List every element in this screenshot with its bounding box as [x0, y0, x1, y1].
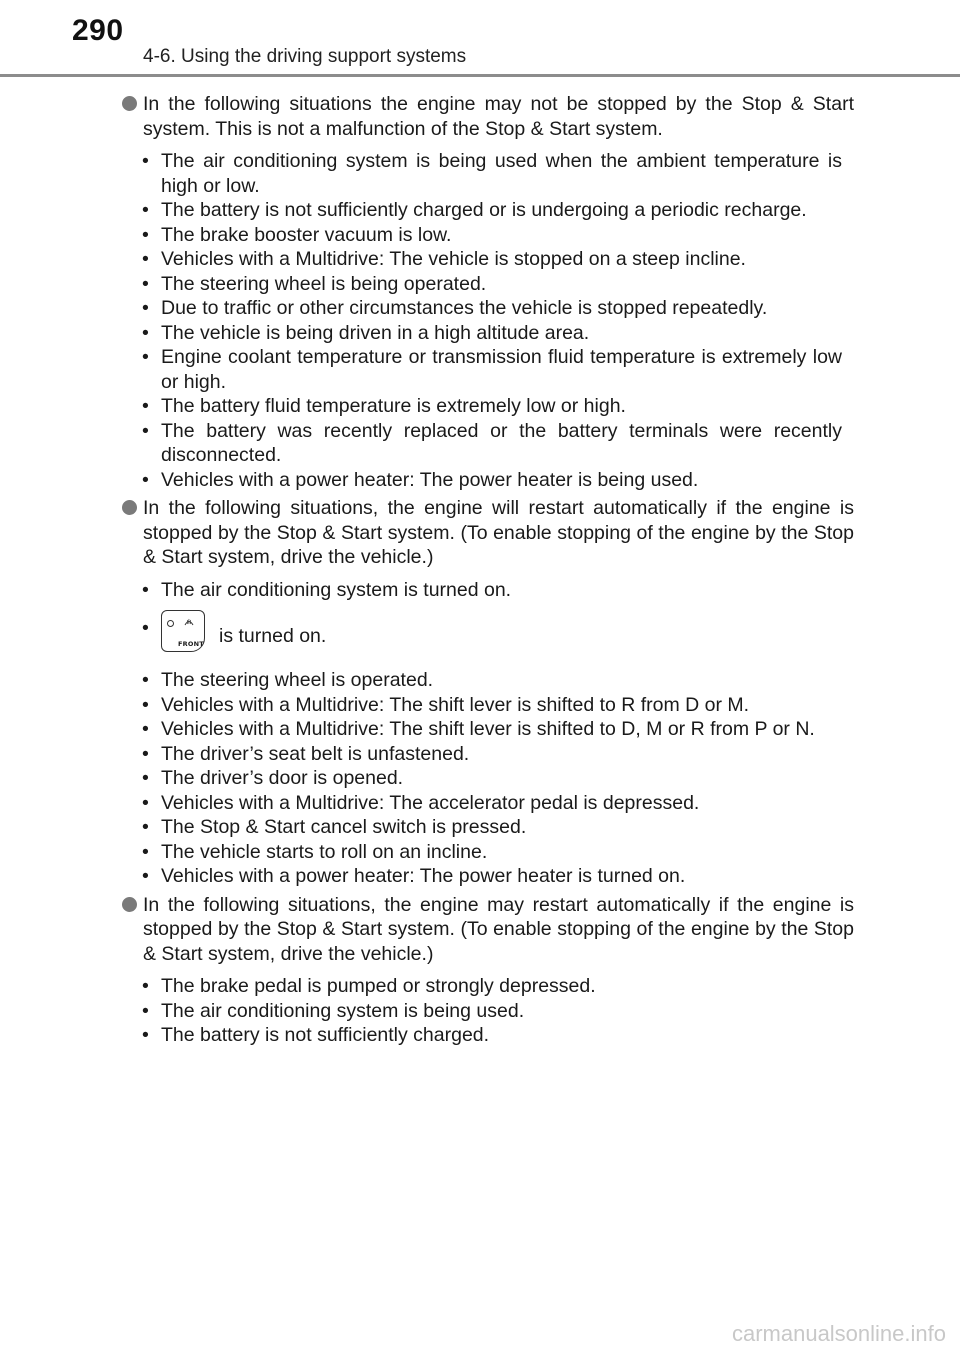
section-lead-text: In the following situations the engine may not be stopped by the Stop & Start system. This is not a malfunction of the Stop & Start system.: [143, 93, 854, 140]
list-item: • The vehicle starts to roll on an incline.: [142, 840, 488, 863]
condition-list: [122, 578, 854, 889]
condition-list: [122, 974, 854, 1048]
list-item: • The air conditioning system is turned on.: [142, 578, 512, 601]
list-item: • The brake pedal is pumped or strongly depressed.: [142, 975, 596, 997]
list-item: • The air conditioning system is being used.: [142, 999, 525, 1022]
header-divider: [0, 74, 960, 77]
list-item: • The steering wheel is operated.: [142, 669, 434, 691]
bullet-dot-icon: [122, 500, 137, 515]
bullet-dot-icon: [122, 897, 137, 912]
list-item: • The battery was recently replaced or the battery terminals were recently disconnected.: [142, 419, 842, 466]
defogger-symbol-icon: [184, 617, 194, 627]
list-item: • Vehicles with a Multidrive: The shift lever is shifted to D, M or R from P or N.: [142, 718, 815, 740]
section-engine-may-restart: [122, 893, 854, 1048]
page-content: [122, 92, 854, 1052]
list-item: • Vehicles with a Multidrive: The vehicle is stopped on a steep incline.: [142, 248, 746, 270]
section-lead-text: In the following situations, the engine may restart automatically if the engine is stopped by the Stop & Start system. (To enable stopping of the engine by the Stop & Start system, drive the vehicle.): [143, 893, 854, 965]
list-item: • Vehicles with a power heater: The power heater is turned on.: [142, 865, 686, 887]
section-engine-will-restart: [122, 496, 854, 889]
list-item: • The driver’s door is opened.: [142, 767, 404, 789]
section-title: 4-6. Using the driving support systems: [143, 46, 467, 67]
page-header: [0, 0, 960, 80]
section-engine-not-stopped: [122, 92, 854, 492]
list-item: • The Stop & Start cancel switch is pressed.: [142, 816, 527, 838]
list-item: • Due to traffic or other circumstances the vehicle is stopped repeatedly.: [142, 297, 768, 319]
list-item: • The battery is not sufficiently charged or is undergoing a periodic recharge.: [142, 199, 807, 221]
icon-label: FRONT: [178, 640, 204, 648]
page-number: 290: [72, 14, 124, 47]
list-item: • The air conditioning system is being used when the ambient temperature is high or low.: [142, 150, 842, 197]
section-lead: [122, 92, 854, 141]
list-item: • The battery fluid temperature is extremely low or high.: [142, 395, 626, 417]
section-lead-text: In the following situations, the engine will restart automatically if the engine is stopped by the Stop & Start system. (To enable stopping of the engine by the Stop & Start system, drive the vehicle.): [143, 497, 854, 568]
section-lead: [122, 893, 854, 967]
list-item: • The battery is not sufficiently charged.: [142, 1024, 490, 1046]
list-item: • Vehicles with a power heater: The power heater is being used.: [142, 468, 699, 491]
list-item: • The vehicle is being driven in a high altitude area.: [142, 321, 590, 344]
section-lead: [122, 496, 854, 570]
list-item: • The steering wheel is being operated.: [142, 272, 487, 295]
list-item: • The driver’s seat belt is unfastened.: [142, 742, 470, 765]
list-item: • Engine coolant temperature or transmission fluid temperature is extremely low or high.: [142, 346, 842, 393]
condition-list: [122, 149, 854, 492]
list-item: • The brake booster vacuum is low.: [142, 223, 452, 246]
indicator-led: [167, 620, 174, 627]
front-defogger-switch-icon: [161, 610, 205, 652]
list-item: • FRONT is turned on.: [122, 602, 854, 668]
list-item: • Vehicles with a Multidrive: The accelerator pedal is depressed.: [142, 791, 700, 814]
list-item: • Vehicles with a Multidrive: The shift lever is shifted to R from D or M.: [142, 693, 750, 716]
bullet-dot-icon: [122, 96, 137, 111]
watermark: carmanualsonline.info: [731, 1321, 946, 1346]
